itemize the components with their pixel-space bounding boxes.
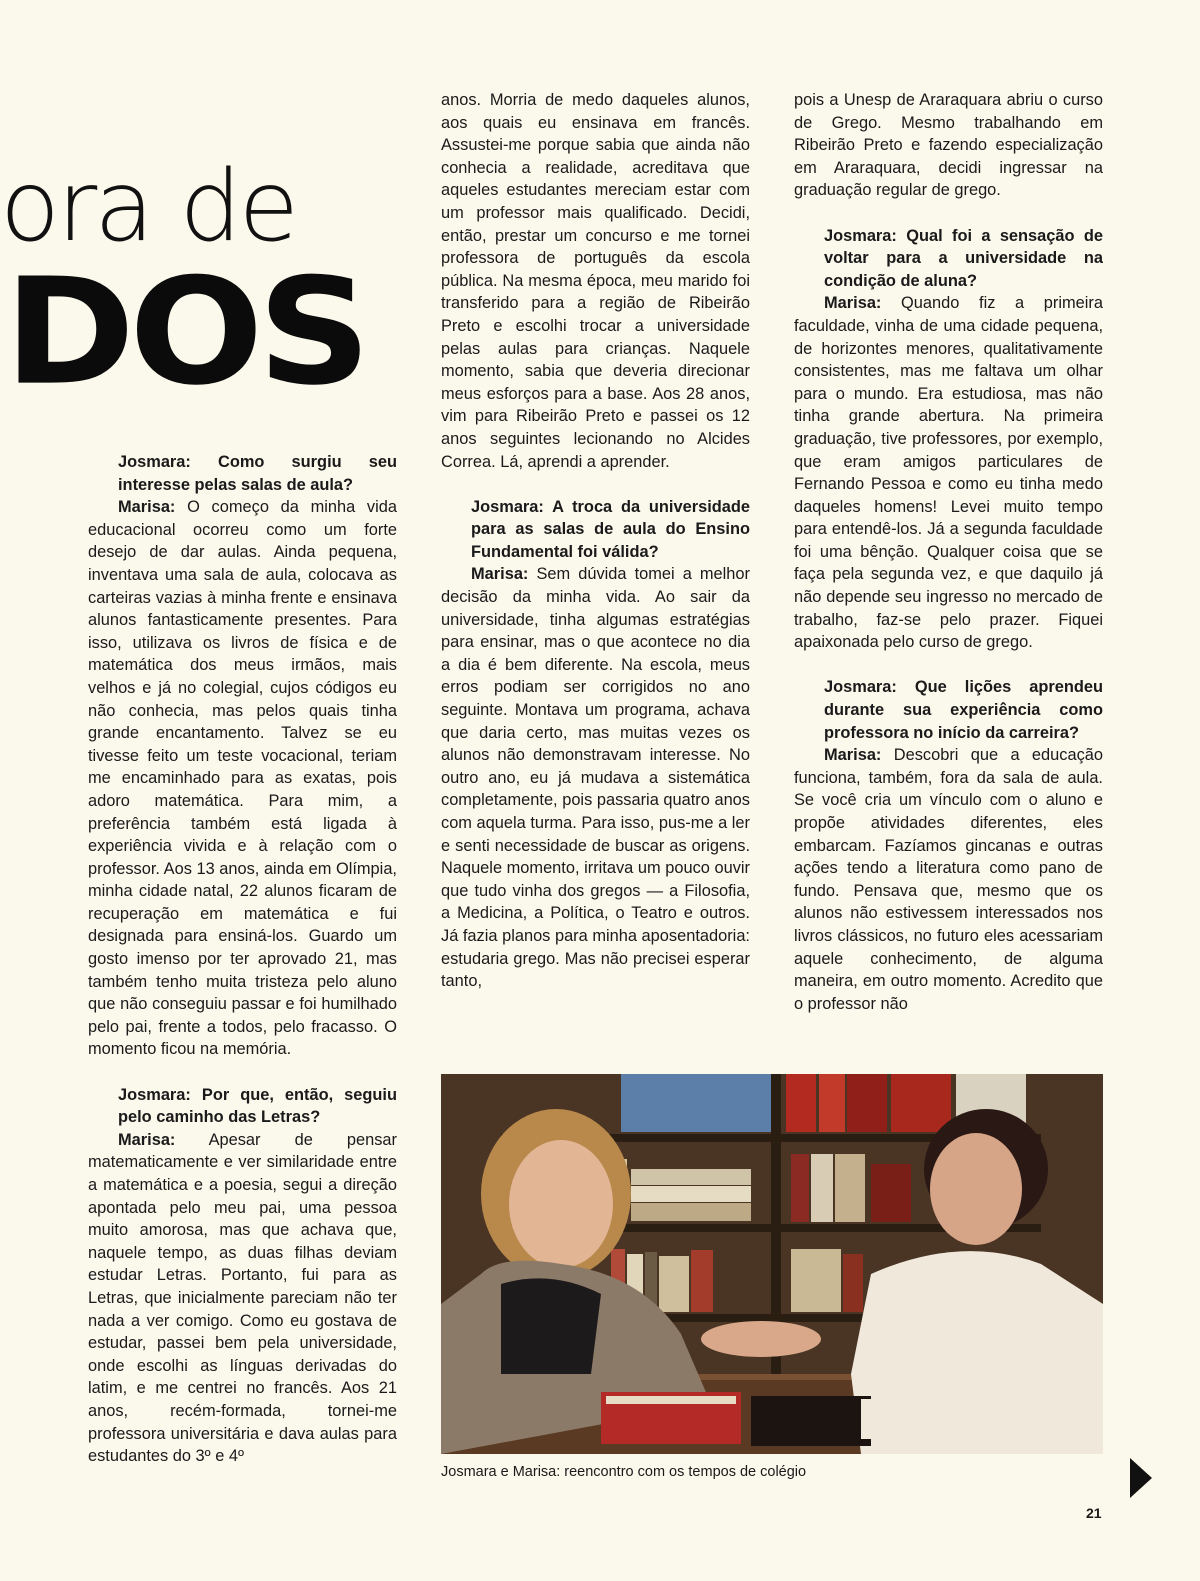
interview-question — [441, 496, 750, 564]
interview-question — [794, 225, 1103, 293]
answer-text: Sem dúvida tomei a melhor decisão da minha vida. Ao sair da universidade, tinha algumas estratégias para ensinar, mas o que acontece no dia a dia é bem diferente. Na escola, meus erros podiam ser corrigidos no ano seguinte. Montava um programa, achava que daria certo, mas muitas vezes os alunos não demonstravam interesse. No outro ano, eu já mudava a sistemática completamente, pois passaria quatro anos com aquela turma. Para isso, pus-me a ler e senti necessidade de buscar as origens. Naquele momento, irritava um pouco ouvir que tudo vinha dos gregos — a Filosofia, a Medicina, a Política, o Teatro e outros. Já fazia planos para minha aposentadoria: estudaria grego. Mas não precisei esperar tanto, — [441, 565, 750, 991]
interview-question — [88, 451, 397, 496]
answer-text: Quando fiz a primeira faculdade, vinha de uma cidade pequena, de horizontes menores, qualitativamente consistentes, mas me faltava um olhar para o mundo. Era estudiosa, mas não tinha grande abertura. Na primeira graduação, tive professores, por exemplo, que eram amigos particulares de Fernando Pessoa e como eu tinha medo daqueles homens! Levei muito tempo para entendê-los. Já a segunda faculdade foi uma bênção. Qualquer coisa que se faça pela segunda vez, e que daquilo já não depende seu ingresso no mercado de trabalho, faz-se pelo prazer. Fiquei apaixonada pelo curso de grego. — [794, 294, 1103, 652]
speaker-name: Josmara: — [824, 678, 897, 697]
article-column-3 — [794, 89, 1103, 1039]
question-text: Como surgiu seu interesse pelas salas de aula? — [118, 453, 397, 494]
interview-answer — [88, 1129, 397, 1468]
headline-top: ora de — [0, 150, 296, 264]
interview-answer — [88, 496, 397, 1061]
page-number: 21 — [1086, 1505, 1102, 1521]
interview-question — [794, 676, 1103, 744]
interview-answer — [794, 292, 1103, 654]
article-column-1 — [88, 451, 397, 1501]
interview-answer — [441, 563, 750, 992]
article-paragraph: pois a Unesp de Araraquara abriu o curso de Grego. Mesmo trabalhando em Ribeirão Preto e fazendo especialização em Araraquara, decidi ingressar na graduação regular de grego. — [794, 91, 1103, 200]
speaker-name: Josmara: — [471, 497, 544, 516]
interview-question — [88, 1084, 397, 1129]
article-column-2 — [441, 89, 750, 1039]
question-text: A troca da universidade para as salas de aula do Ensino Fundamental foi válida? — [471, 497, 750, 561]
photo-caption: Josmara e Marisa: reencontro com os tempos de colégio — [441, 1464, 807, 1480]
answer-text: Descobri que a educação funciona, também, fora da sala de aula. Se você cria um vínculo com o aluno e propõe atividades diferentes, eles embarcam. Fazíamos gincanas e outras ações tendo a literatura como pano de fundo. Pensava que, mesmo que os alunos não estivessem interessados nos livros clássicos, no futuro eles acessariam aquele conhecimento, de alguma maneira, em outro momento. Acredito que o professor não — [794, 746, 1103, 1013]
answer-text: O começo da minha vida educacional ocorreu como um forte desejo de dar aulas. Ainda pequena, inventava uma sala de aula, colocava as carteiras vazias à minha frente e ensinava alunos fantasticamente presentes. Para isso, utilizava os livros de física e de matemática dos meus irmãos, mais velhos e já no colegial, cujos códigos eu não conhecia, mas pelos quais tinha grande encantamento. Talvez se eu tivesse feito um teste vocacional, teriam me encaminhado para as exatas, pois adoro matemática. Para mim, a preferência também está ligada à experiência vivida e à relação com o professor. Aos 13 anos, ainda em Olímpia, minha cidade natal, 22 alunos ficaram de recuperação em matemática e fui designada para ensiná-los. Guardo um gosto imenso por ter aprovado 21, mas também tenho muita tristeza pelo aluno que não conseguiu passar e foi humilhado pelo pai, frente a todos, pelo fracasso. O momento ficou na memória. — [88, 498, 397, 1059]
speaker-name: Marisa: — [824, 746, 882, 765]
speaker-name: Marisa: — [118, 498, 176, 517]
article-paragraph: anos. Morria de medo daqueles alunos, aos quais eu ensinava em francês. Assustei-me porque sabia que ainda não conhecia a realidade, acreditava que aqueles estudantes mereciam estar com um professor mais qualificado. Decidi, então, prestar um concurso e me tornei professora de português da escola pública. Na mesma época, meu marido foi transferido para a região de Ribeirão Preto e escolhi trocar a universidade pelas aulas para crianças. Naquele momento, sabia que deveria direcionar meus esforços para a base. Aos 28 anos, vim para Ribeirão Preto e passei os 12 anos seguintes lecionando no Alcides Correa. Lá, aprendi a aprender. — [441, 91, 750, 471]
next-page-arrow-icon — [1130, 1458, 1152, 1498]
answer-text: Apesar de pensar matematicamente e ver similaridade entre a matemática e a poesia, segui a direção apontada pelo meu pai, uma pessoa muito amorosa, mas que achava que, naquele tempo, as duas filhas deviam estudar Letras. Portanto, fui para as Letras, que inicialmente pareciam não ter nada a ver comigo. Como eu gostava de estudar, passei bem pela universidade, onde escolhi as línguas derivadas do latim, e me centrei no francês. Aos 21 anos, recém-formada, tornei-me professora universitária e dava aulas para estudantes do 3º e 4º — [88, 1130, 397, 1466]
speaker-name: Josmara: — [118, 453, 191, 471]
question-text: Que lições aprendeu durante sua experiência como professora no início da carreira? — [824, 678, 1103, 742]
interview-answer — [794, 744, 1103, 1015]
speaker-name: Josmara: — [824, 226, 897, 245]
headline-bottom: DOS — [4, 246, 366, 418]
question-text: Por que, então, seguiu pelo caminho das Letras? — [118, 1085, 397, 1127]
speaker-name: Josmara: — [118, 1085, 191, 1104]
speaker-name: Marisa: — [824, 294, 882, 313]
question-text: Qual foi a sensação de voltar para a universidade na condição de aluna? — [824, 226, 1103, 290]
speaker-name: Marisa: — [118, 1130, 176, 1149]
speaker-name: Marisa: — [471, 565, 529, 584]
interview-photo — [441, 1074, 1103, 1454]
